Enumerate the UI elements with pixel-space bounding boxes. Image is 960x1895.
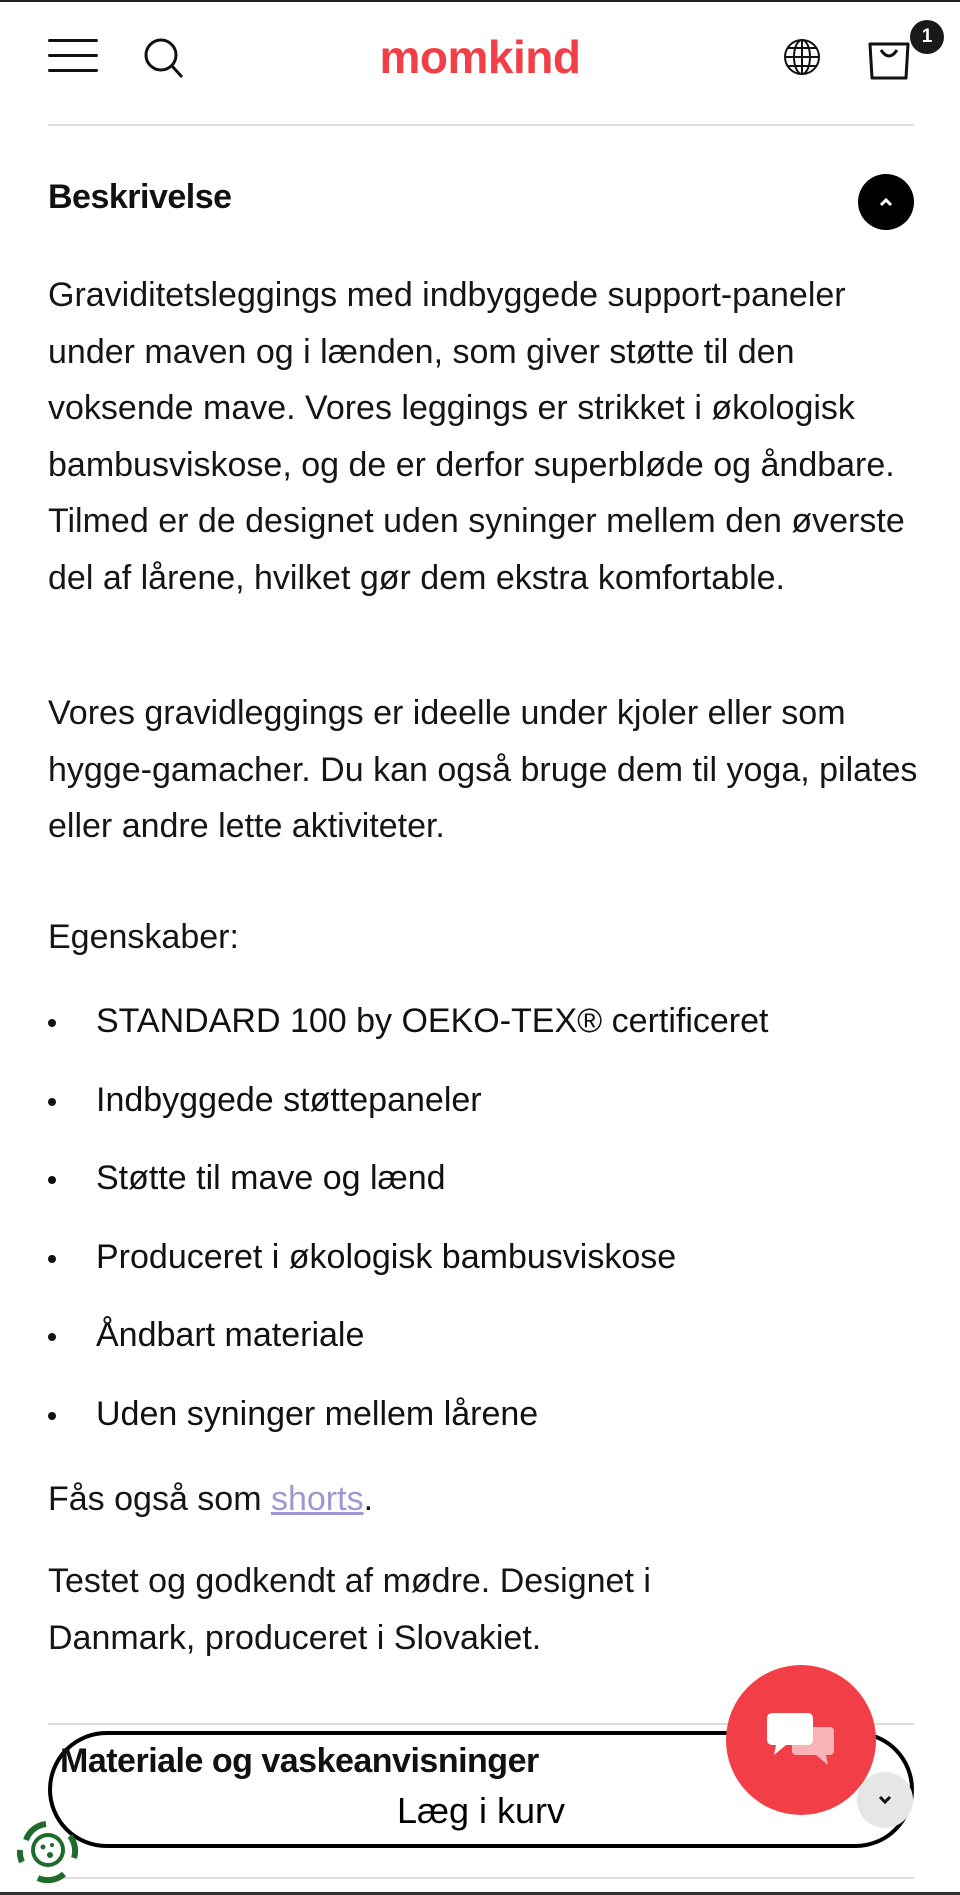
tested-text: Testet og godkendt af mødre. Designet i Danmark, produceret i Slovakiet. bbox=[48, 1562, 651, 1657]
description-paragraph-2: Vores gravidleggings er ideelle under kjoler eller som hygge-gamacher. Du kan også bruge dem til yoga, pilates eller andre lette aktiviteter. bbox=[48, 694, 918, 845]
chat-icon bbox=[766, 1709, 836, 1771]
chat-button[interactable] bbox=[726, 1665, 876, 1815]
shopping-bag-icon bbox=[866, 32, 912, 80]
list-item: Åndbart materiale bbox=[48, 1296, 918, 1375]
cart-count-badge: 1 bbox=[910, 20, 944, 54]
language-button[interactable] bbox=[783, 38, 821, 81]
logo[interactable]: momkind bbox=[379, 31, 581, 83]
chevron-up-icon bbox=[878, 196, 894, 208]
list-item: Støtte til mave og lænd bbox=[48, 1139, 918, 1218]
also-prefix: Fås også som bbox=[48, 1480, 271, 1518]
features-label: Egenskaber: bbox=[48, 918, 239, 956]
expand-material-button[interactable] bbox=[857, 1772, 913, 1828]
also-available-text bbox=[48, 1471, 918, 1528]
list-item: Produceret i økologisk bambusviskose bbox=[48, 1218, 918, 1297]
globe-icon bbox=[783, 38, 821, 76]
features-list bbox=[48, 982, 918, 1453]
list-item: Uden syninger mellem lårene bbox=[48, 1375, 918, 1454]
list-item: STANDARD 100 by OEKO-TEX® certificeret bbox=[48, 982, 918, 1061]
list-item: Indbyggede støttepaneler bbox=[48, 1061, 918, 1140]
recycle-eco-icon bbox=[12, 1814, 84, 1886]
divider bbox=[48, 1877, 914, 1879]
chevron-down-icon bbox=[877, 1794, 893, 1806]
material-heading[interactable]: Materiale og vaskeanvisninger bbox=[60, 1742, 539, 1780]
eco-badge[interactable] bbox=[12, 1814, 84, 1891]
collapse-description-button[interactable] bbox=[858, 174, 914, 230]
shorts-link[interactable]: shorts bbox=[270, 1480, 364, 1518]
description-paragraph-1: Graviditetsleggings med indbyggede support-paneler under maven og i lænden, som giver støtte til den voksende mave. Vores leggings er strikket i økologisk bambusviskose, og de er derfor superbløde og åndbare. Tilmed er de designet uden syninger mellem den øverste del af lårene, hvilket gør dem ekstra komfortable. bbox=[48, 276, 905, 597]
also-suffix: . bbox=[363, 1480, 374, 1518]
description-heading[interactable]: Beskrivelse bbox=[48, 178, 232, 216]
add-to-cart-label[interactable]: Læg i kurv bbox=[396, 1790, 566, 1831]
cart-button[interactable] bbox=[866, 32, 912, 85]
divider bbox=[48, 124, 914, 126]
